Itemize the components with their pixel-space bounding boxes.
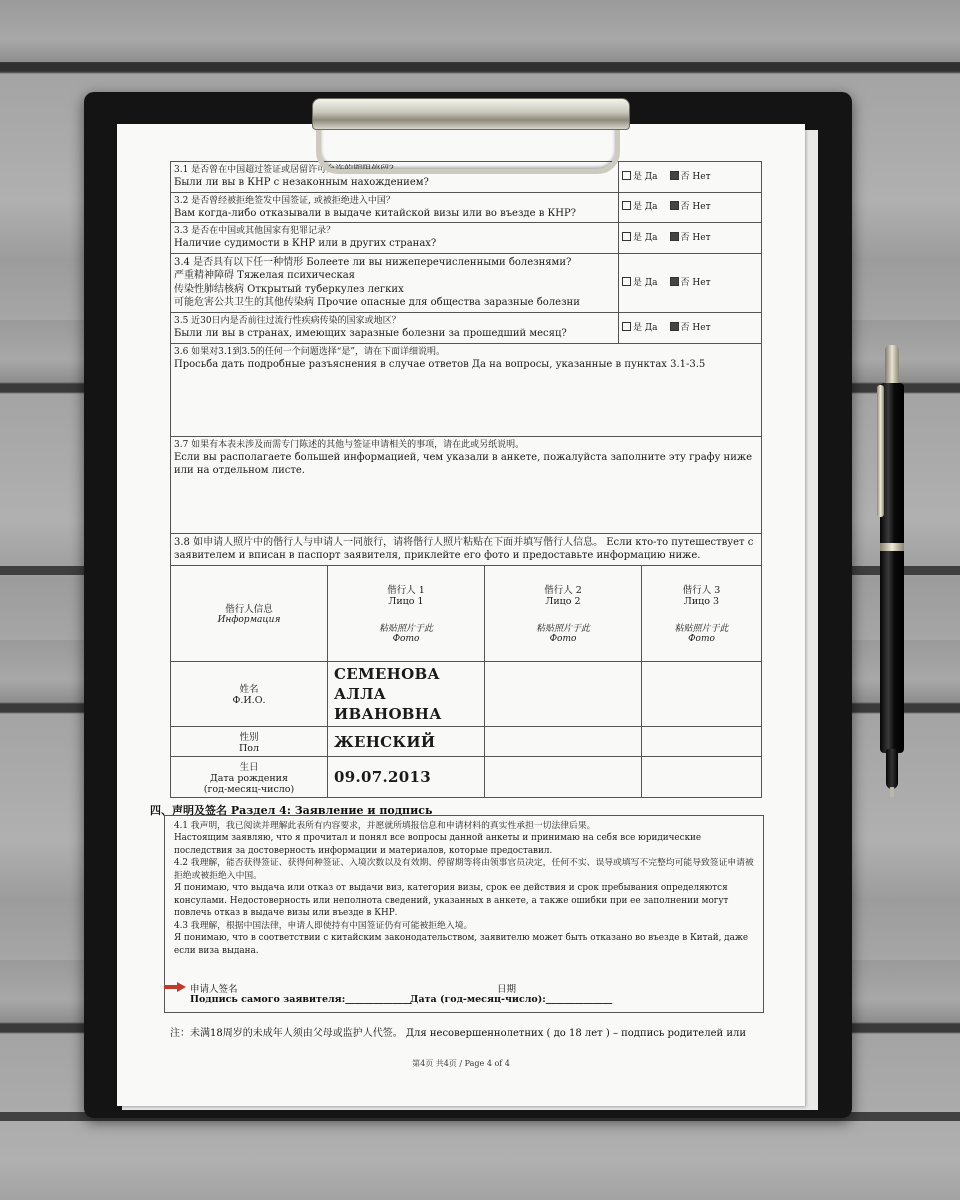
companion-3-dob[interactable] [642,757,762,798]
info-ru: Информация [217,615,281,626]
checkbox-yes[interactable] [622,322,631,331]
declaration-line: Я понимаю, что в соответствии с китайским законодательством, заявителю может быть отказано во въезде в Китай, даже если виза выдана. [174,933,749,956]
declaration-line: 4.1 我声明，我已阅读并理解此表所有内容要求，并愿就所填报信息和申请材料的真实性承担一切法律后果。 [174,821,596,831]
yes-label: 是 Да [633,233,658,244]
question-row [171,312,762,343]
question-row [171,223,762,254]
yes-label: 是 Да [633,171,658,182]
companion-2-cn: 偕行人 2 [544,585,582,597]
question-cn: 3.4 是否具有以下任一种情形 Болеете ли вы нижеперечисленными болезнями? [174,256,572,268]
q37-ru: Если вы располагаете большей информацией, чем указали в анкете, пожалуйста заполните эту графу ниже или на отдельном листе. [174,451,753,477]
sex-label-ru: Пол [238,743,260,755]
companion-2-sex[interactable] [485,727,642,757]
companion-photo-row [171,565,762,661]
q36-cn: 3.6 如果对3.1到3.5的任何一个问题选择“是”，请在下面详细说明。 [174,346,446,357]
question-row [171,253,762,312]
q36-ru: Просьба дать подробные разъяснения в случае ответов Да на вопросы, указанные в пунктах 3.1-3.5 [174,358,706,370]
photo-placeholder-cn: 粘贴照片于此 [535,624,590,635]
companions-intro-row [171,533,762,565]
declaration-line: Настоящим заявляю, что я прочитал и понял все вопросы данной анкеты и принимаю на себя все юридические последствия за достоверность информации и материалов, которые предоставил. [174,833,702,856]
photo-placeholder-ru: Фото [688,634,715,645]
companions-table [170,565,762,799]
dob-label-cn: 生日 [239,762,259,774]
q38-text: 3.8 如申请人照片中的偕行人与申请人一同旅行，请将偕行人照片粘贴在下面并填写偕行人信息。 Если кто-то путешествует с заявителем и вписан в паспорт заявителя, приклейте его фото и предоставьте информацию ниже. [174,536,754,562]
wood-gap [0,62,960,71]
answer-cell [619,192,762,223]
signature-label-cn: 申请人签名 [190,984,238,995]
photo-placeholder-ru: Фото [549,634,577,645]
question-row [171,192,762,223]
declaration-line: Я понимаю, что выдача или отказ от выдачи виз, категория визы, срок ее действия и срок пребывания определяются консулами. Недостоверность или неполнота сведений, указанных в анкете, а также ошибки при ее заполнении могут повлечь отказ в выдаче визы или въезде в КНР. [174,883,729,919]
checkbox-yes[interactable] [622,201,631,210]
clipboard-clip [312,98,628,178]
checkbox-yes[interactable] [622,277,631,286]
question-ru: Наличие судимости в КНР или в других странах? [174,238,437,250]
answer-cell [619,253,762,312]
no-label: 否 Нет [680,233,711,244]
checkbox-no-checked[interactable] [670,277,679,286]
question-cn: 3.2 是否曾经被拒绝签发中国签证, 或被拒绝进入中国？ [174,195,395,206]
companion-3-cn: 偕行人 3 [682,585,721,597]
dob-format: (год-месяц-число) [203,784,295,796]
question-cn: 3.3 是否在中国或其他国家有犯罪记录？ [174,226,336,237]
companion-2-name[interactable] [485,661,642,727]
dob-label-ru: Дата рождения [210,773,288,785]
question-ru: Были ли вы в КНР с незаконным нахождением? [174,177,429,189]
question-ru: Вам когда-либо отказывали в выдаче китайской визы или во въезде в КНР? [174,207,577,219]
section-4-title: 四、声明及签名 Раздел 4: Заявление и подпись [150,804,433,817]
explanation-row [171,343,762,436]
page-footer: 第4页 共4页 / Page 4 of 4 [412,1059,510,1068]
companion-name-row [171,661,762,727]
checkbox-no-checked[interactable] [670,322,679,331]
photo-placeholder-cn: 粘贴照片于此 [674,624,729,635]
no-label: 否 Нет [680,202,711,213]
companion-2-dob[interactable] [485,757,642,798]
declaration-line: 4.2 我理解，能否获得签证、获得何种签证、入境次数以及有效期、停留期等将由领事官员决定，任何不实、误导或填写不完整均可能导致签证申请被拒绝或被拒绝入中国。 [174,858,754,881]
answer-cell [619,312,762,343]
additional-info-row [171,436,762,533]
section-3-form [170,161,762,798]
no-label: 否 Нет [680,277,711,288]
photo-placeholder-cn: 粘贴照片于此 [378,624,433,635]
declaration-line: 4.3 我理解，根据中国法律，申请人即使持有中国签证仍有可能被拒绝入境。 [174,920,473,931]
checkbox-no-checked[interactable] [670,171,679,180]
question-ru: 严重精神障碍 Тяжелая психическая [174,270,355,282]
answer-cell [619,162,762,193]
question-ru: 传染性肺结核病 Открытый туберкулез легких [174,283,404,295]
questions-table [170,161,762,566]
q37-cn: 3.7 如果有本表未涉及而需专门陈述的其他与签证申请相关的事项，请在此或另纸说明。 [174,439,525,450]
name-label-cn: 姓名 [239,684,259,696]
companion-1-name: СЕМЕНОВА АЛЛА ИВАНОВНА [328,661,485,727]
companion-1-dob: 09.07.2013 [328,757,485,798]
companion-sex-row [171,727,762,757]
checkbox-yes[interactable] [622,232,631,241]
companion-3-ru: Лицо 3 [683,596,720,608]
answer-cell [619,223,762,254]
minors-note: 注：未满18周岁的未成年人须由父母或监护人代签。 Для несовершеннолетних ( до 18 лет ) – подпись родителей или [170,1028,747,1039]
pen [875,345,909,797]
no-label: 否 Нет [680,322,711,333]
no-label: 否 Нет [680,171,711,182]
sex-label-cn: 性别 [239,732,259,744]
sign-here-arrow-icon [164,982,186,992]
photo-placeholder-ru: Фото [392,634,420,645]
companion-3-sex[interactable] [642,727,762,757]
checkbox-no-checked[interactable] [670,201,679,210]
companion-dob-row [171,757,762,798]
question-cn: 3.5 近30日内是否前往过流行性疾病传染的国家或地区？ [174,315,401,326]
name-label-ru: Ф.И.О. [232,695,266,707]
companion-3-name[interactable] [642,661,762,727]
signature-field[interactable]: Подпись самого заявителя:______________ [190,994,412,1005]
yes-label: 是 Да [633,277,658,288]
question-ru: Были ли вы в странах, имеющих заразные болезни за прошедший месяц? [174,328,567,340]
companion-1-ru: Лицо 1 [388,596,424,608]
question-cn: 3.1 是否曾在中国超过签证或居留许可允许的期限停留？ [174,165,399,175]
question-ru: 可能危害公共卫生的其他传染病 Прочие опасные для общества заразные болезни [174,297,580,309]
yes-label: 是 Да [633,202,658,213]
companion-2-ru: Лицо 2 [545,596,581,608]
date-label-cn: 日期 [497,984,517,995]
declaration-text [174,820,758,957]
info-cn: 偕行人信息 [225,604,273,616]
companion-1-cn: 偕行人 1 [387,585,425,597]
yes-label: 是 Да [633,322,658,333]
checkbox-no-checked[interactable] [670,232,679,241]
date-field[interactable]: Дата (год-месяц-число):______________ [410,994,613,1005]
companion-1-sex: ЖЕНСКИЙ [328,727,485,757]
